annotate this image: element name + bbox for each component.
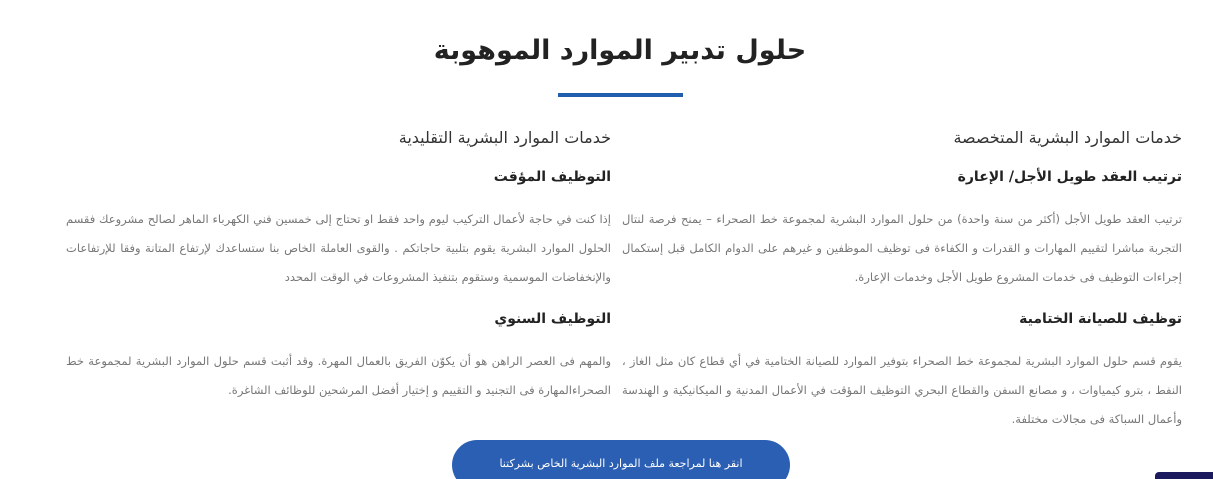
traditional-hr-heading: خدمات الموارد البشرية التقليدية [398, 128, 611, 147]
final-maintenance-text: يقوم قسم حلول الموارد البشرية لمجموعة خط الصحراء بتوفير الموارد للصيانة الختامية في أي قطاع كان مثل الغاز ، النفط ، بترو كيمياوات ، و مصانع السفن والقطاع البحري التوظيف المؤقت في الأعمال المدنية و الميكانيكية و الهندسة وأعمال السباكة فى مجالات مختلفة. [622, 354, 1182, 426]
scroll-to-top-button[interactable] [1155, 472, 1213, 479]
hr-profile-button[interactable]: انقر هنا لمراجعة ملف الموارد البشرية الخاص بشركتنا [452, 440, 790, 479]
temporary-employment-block [66, 167, 611, 292]
long-term-contract-block [622, 167, 1182, 292]
traditional-hr-column [66, 127, 611, 422]
annual-employment-text: والمهم فى العصر الراهن هو أن يكوّن الفريق بالعمال المهرة. وقد أثبت قسم حلول الموارد البشرية لمجموعة خط الصحراءالمهارة فى التجنيد و التقييم و إختيار أفضل المرشحين للوظائف الشاغرة. [66, 354, 611, 397]
final-maintenance-block [622, 309, 1182, 434]
temporary-employment-title: التوظيف المؤقت [493, 169, 611, 185]
long-term-contract-title: ترتيب العقد طويل الأجل/ الإعارة [957, 169, 1182, 185]
specialized-hr-column [622, 127, 1182, 451]
temporary-employment-text: إذا كنت في حاجة لأعمال التركيب ليوم واحد فقط او تحتاج إلى خمسين فني الكهرباء الماهر لصالح مشروعك فقسم الحلول الموارد البشرية يقوم بتلبية حاجاتكم . والقوى العاملة الخاص بنا ستساعدك لإرتفاع المتانة وفقا للإرتفاعات والإنخفاضات الموسمية وستقوم بتنفيذ المشروعات في الوقت المحدد [66, 212, 611, 284]
annual-employment-block [66, 309, 611, 405]
title-underline [558, 93, 683, 97]
section-title: حلول تدبير الموارد الموهوبة [433, 35, 807, 66]
final-maintenance-title: توظيف للصيانة الختامية [1019, 311, 1182, 327]
annual-employment-title: التوظيف السنوي [494, 311, 611, 327]
specialized-hr-heading: خدمات الموارد البشرية المتخصصة [953, 128, 1182, 147]
long-term-contract-text: ترتيب العقد طويل الأجل (أكثر من سنة واحدة) من حلول الموارد البشرية لمجموعة خط الصحراء – يمنح فرصة لنتال التجربة مباشرا لتقييم المهارات و القدرات و الكفاءة فى توظيف الموظفين و غيرهم على الدوام الكامل قبل إستكمال إجراءات التوظيف فى خدمات المشروع طويل الأجل وخدمات الإعارة. [622, 212, 1182, 284]
